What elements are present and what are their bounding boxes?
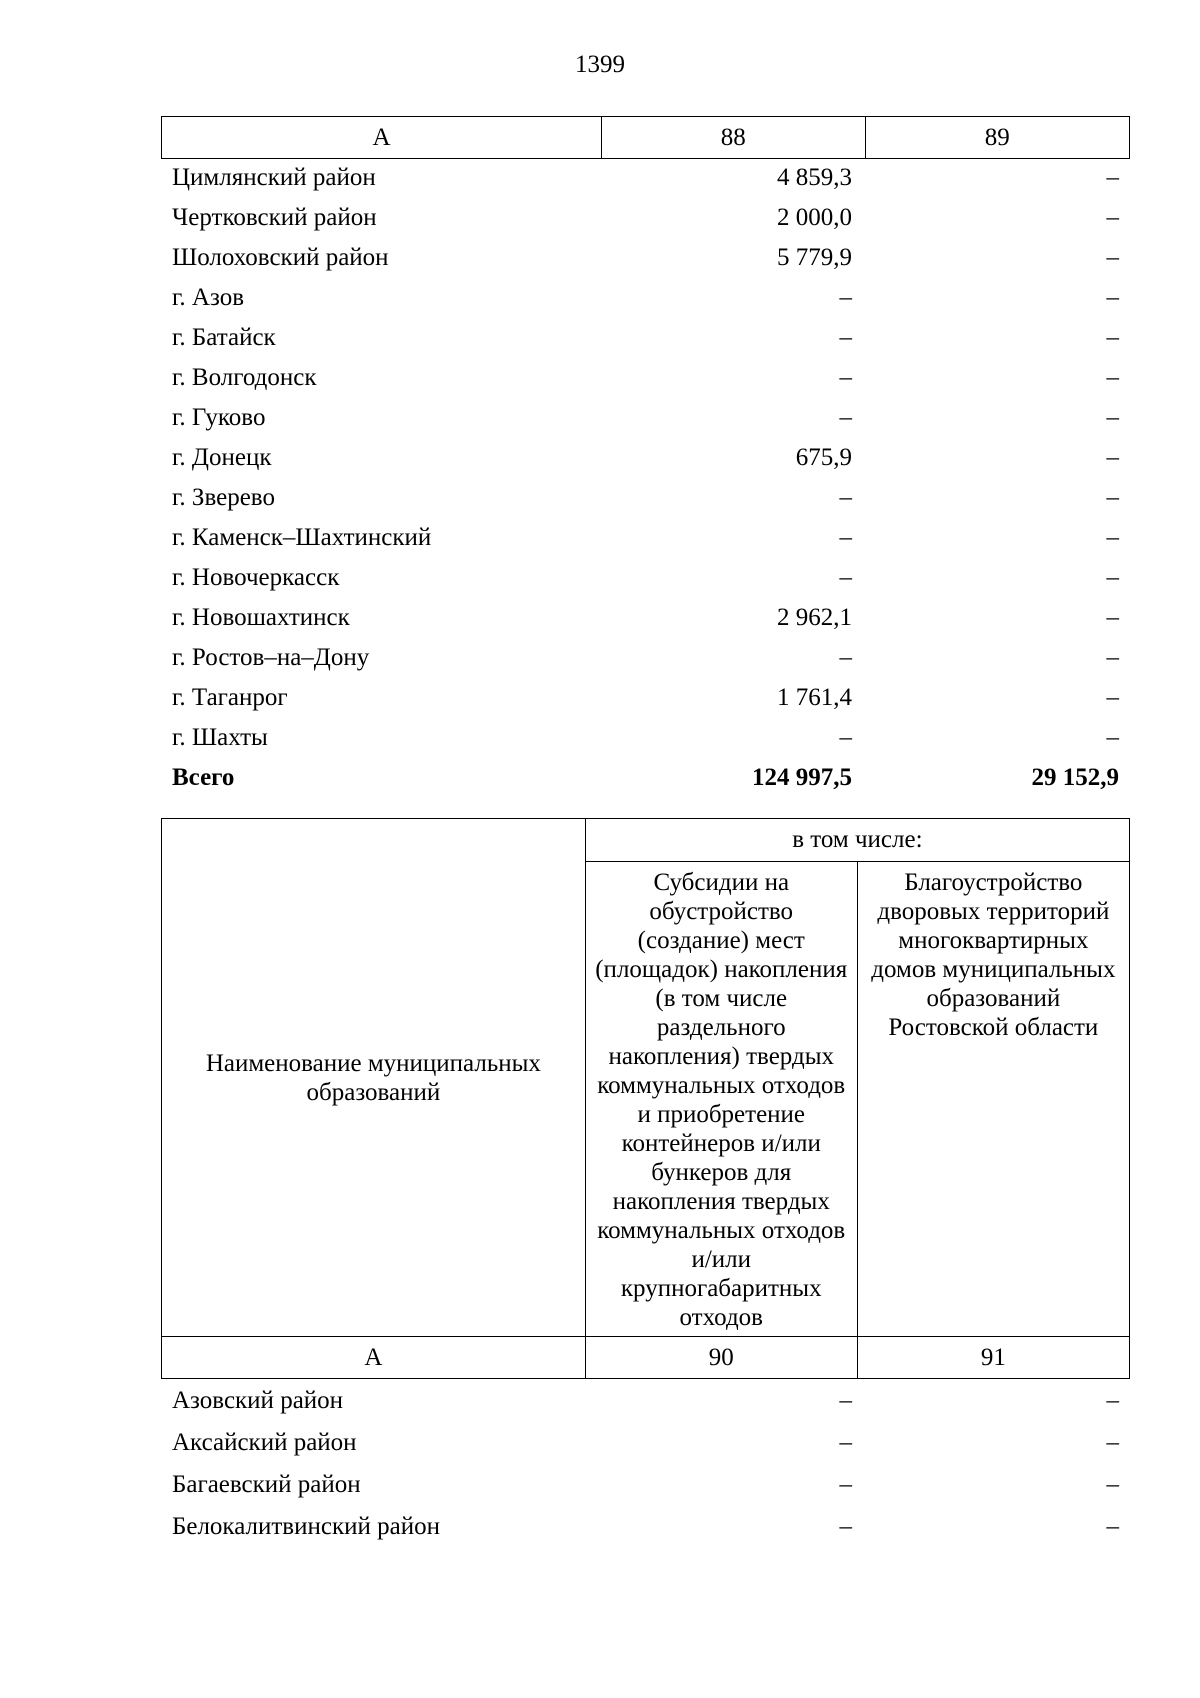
section-header-table xyxy=(161,818,1130,1379)
row-value-88: – xyxy=(839,364,852,391)
row-value-91: – xyxy=(1106,1471,1119,1498)
row-value-89: – xyxy=(1106,284,1119,311)
row-value-89: – xyxy=(1106,244,1119,271)
row-value-91: – xyxy=(1106,1387,1119,1414)
row-value-88: 2 962,1 xyxy=(777,604,852,631)
column-90-header: 90 xyxy=(585,1337,857,1379)
row-name: г. Шахты xyxy=(172,724,268,751)
page-number: 1399 xyxy=(575,51,625,78)
table-row xyxy=(161,1507,1130,1547)
table-row xyxy=(161,558,1130,598)
table-row xyxy=(161,1423,1130,1463)
municipality-name-header: Наименование муниципальных образований xyxy=(162,819,586,1337)
row-value-88: 2 000,0 xyxy=(777,204,852,231)
row-value-89: – xyxy=(1106,724,1119,751)
total-value-89: 29 152,9 xyxy=(1031,764,1119,791)
row-value-90: – xyxy=(839,1429,852,1456)
row-value-91: – xyxy=(1106,1429,1119,1456)
table-row xyxy=(161,598,1130,638)
row-value-89: – xyxy=(1106,204,1119,231)
column-90-title: Субсидии на обустройство (создание) мест (площадок) накопления (в том числе раздельного накопления) твердых коммунальных отходов и приобретение контейнеров и/или бункеров для накопления твердых коммунальных отходов и/или крупногабаритных отходов xyxy=(585,862,857,1337)
row-value-88: – xyxy=(839,404,852,431)
column-a-header: А xyxy=(162,117,602,159)
column-89-header: 89 xyxy=(865,117,1129,159)
table-row xyxy=(161,478,1130,518)
row-name: г. Ростов–на–Дону xyxy=(172,644,370,671)
row-value-89: – xyxy=(1106,684,1119,711)
row-value-89: – xyxy=(1106,404,1119,431)
row-value-89: – xyxy=(1106,564,1119,591)
row-name: Азовский район xyxy=(172,1387,344,1414)
row-name: г. Гуково xyxy=(172,404,266,431)
including-header: в том числе: xyxy=(585,819,1129,862)
row-value-88: – xyxy=(839,724,852,751)
table-row xyxy=(161,678,1130,718)
row-value-91: – xyxy=(1106,1513,1119,1540)
row-value-89: – xyxy=(1106,524,1119,551)
row-name: Цимлянский район xyxy=(172,164,376,191)
row-value-88: 675,9 xyxy=(795,444,852,471)
row-value-89: – xyxy=(1106,484,1119,511)
table-row xyxy=(161,398,1130,438)
table-row xyxy=(161,1465,1130,1505)
row-value-90: – xyxy=(839,1513,852,1540)
total-label: Всего xyxy=(172,764,235,791)
row-value-88: 5 779,9 xyxy=(777,244,852,271)
row-value-88: 4 859,3 xyxy=(777,164,852,191)
column-a-header: А xyxy=(162,1337,586,1379)
row-name: г. Новошахтинск xyxy=(172,604,350,631)
row-value-89: – xyxy=(1106,164,1119,191)
table-row xyxy=(161,358,1130,398)
row-value-88: – xyxy=(839,564,852,591)
column-91-title: Благоустройство дворовых территорий многоквартирных домов муниципальных образований Ростовской области xyxy=(857,862,1129,1337)
row-value-89: – xyxy=(1106,364,1119,391)
row-value-89: – xyxy=(1106,444,1119,471)
row-name: г. Батайск xyxy=(172,324,276,351)
row-name: г. Донецк xyxy=(172,444,272,471)
table-row xyxy=(161,1381,1130,1421)
row-value-88: – xyxy=(839,524,852,551)
total-value-88: 124 997,5 xyxy=(752,764,852,791)
row-name: Шолоховский район xyxy=(172,244,389,271)
row-name: г. Каменск–Шахтинский xyxy=(172,524,432,551)
table-row xyxy=(161,238,1130,278)
table-row xyxy=(161,198,1130,238)
table-row xyxy=(161,518,1130,558)
table-row xyxy=(161,318,1130,358)
row-value-90: – xyxy=(839,1387,852,1414)
row-name: Белокалитвинский район xyxy=(172,1513,440,1540)
row-value-89: – xyxy=(1106,604,1119,631)
row-name: Аксайский район xyxy=(172,1429,357,1456)
row-value-89: – xyxy=(1106,644,1119,671)
table-row xyxy=(161,278,1130,318)
row-value-89: – xyxy=(1106,324,1119,351)
row-value-88: 1 761,4 xyxy=(777,684,852,711)
table-row xyxy=(161,158,1130,198)
table-row xyxy=(161,438,1130,478)
column-91-header: 91 xyxy=(857,1337,1129,1379)
row-name: г. Таганрог xyxy=(172,684,288,711)
row-value-88: – xyxy=(839,284,852,311)
column-88-header: 88 xyxy=(602,117,865,159)
table-row xyxy=(161,638,1130,678)
table-row xyxy=(161,718,1130,758)
row-name: Багаевский район xyxy=(172,1471,361,1498)
row-name: г. Зверево xyxy=(172,484,275,511)
row-value-90: – xyxy=(839,1471,852,1498)
row-value-88: – xyxy=(839,324,852,351)
row-name: г. Новочеркасск xyxy=(172,564,340,591)
total-row xyxy=(161,758,1130,798)
row-name: г. Волгодонск xyxy=(172,364,317,391)
row-value-88: – xyxy=(839,644,852,671)
row-name: Чертковский район xyxy=(172,204,377,231)
row-name: г. Азов xyxy=(172,284,245,311)
row-value-88: – xyxy=(839,484,852,511)
top-column-header-table xyxy=(161,116,1130,159)
